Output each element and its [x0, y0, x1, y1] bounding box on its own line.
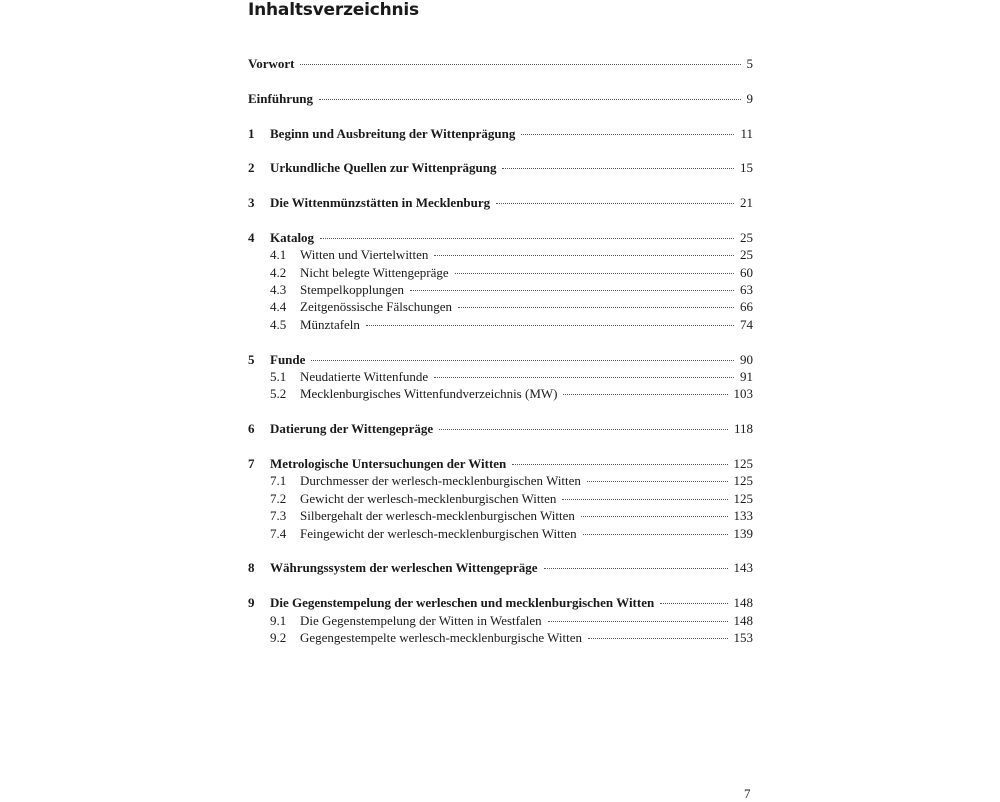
- toc-entry-page: 139: [733, 525, 753, 541]
- toc-entry-page: 5: [746, 56, 753, 71]
- toc-entry-page: 125: [733, 490, 753, 506]
- dot-leader: [366, 325, 734, 326]
- dot-leader: [455, 273, 734, 274]
- dot-leader: [512, 464, 727, 465]
- toc-entry-label: Urkundliche Quellen zur Wittenprägung: [270, 160, 497, 176]
- toc-entry-chapter-6[interactable]: [248, 420, 753, 437]
- dot-leader: [311, 360, 734, 361]
- toc-entry-label: Feingewicht der werlesch-mecklenburgischen Witten: [300, 525, 577, 541]
- dot-leader: [581, 516, 728, 517]
- toc-entry-number: 9: [248, 595, 255, 611]
- toc-entry-number: 5.1: [270, 369, 287, 385]
- dot-leader: [587, 481, 728, 482]
- toc-entry-number: 4: [248, 229, 255, 245]
- toc-entry-section-4-3[interactable]: [248, 281, 753, 298]
- toc-entry-number: 7.3: [270, 508, 287, 524]
- dot-leader: [660, 603, 727, 604]
- toc-entry-page: 118: [733, 421, 753, 437]
- toc-entry-label: Neudatierte Wittenfunde: [300, 369, 429, 385]
- toc-entry-number: 2: [248, 160, 255, 176]
- toc-entry-section-7-1[interactable]: [248, 472, 753, 489]
- toc-entry-label: Die Gegenstempelung der werleschen und mecklenburgischen Witten: [270, 595, 655, 611]
- toc-entry-label: Datierung der Wittengepräge: [270, 421, 434, 437]
- toc-entry-page: 9: [746, 90, 753, 106]
- toc-entry-number: 4.4: [270, 299, 287, 315]
- toc-entry-page: 60: [740, 264, 753, 280]
- toc-entry-label: Die Wittenmünzstätten in Mecklenburg: [270, 195, 491, 211]
- toc-entry-number: 8: [248, 560, 255, 576]
- toc-entry-label: Durchmesser der werlesch-mecklenburgischen Witten: [300, 473, 581, 489]
- page-title: Inhaltsverzeichnis: [248, 0, 419, 20]
- toc-entry-label: Katalog: [270, 229, 315, 245]
- toc-entry-label: Einführung: [248, 90, 314, 106]
- toc-entry-chapter-5[interactable]: [248, 351, 753, 368]
- toc-entry-page: 125: [733, 473, 753, 489]
- dot-leader: [300, 64, 740, 65]
- page-number: 7: [744, 786, 751, 801]
- toc-entry-section-7-4[interactable]: [248, 525, 753, 542]
- toc-entry-number: 9.2: [270, 629, 287, 645]
- table-of-contents: [248, 55, 753, 646]
- toc-entry-chapter-8[interactable]: [248, 559, 753, 576]
- toc-entry-number: 6: [248, 421, 255, 437]
- toc-entry-section-9-1[interactable]: [248, 612, 753, 629]
- dot-leader: [563, 394, 727, 395]
- toc-entry-section-7-2[interactable]: [248, 490, 753, 507]
- toc-entry-page: 125: [733, 455, 753, 471]
- toc-entry-label: Metrologische Untersuchungen der Witten: [270, 455, 507, 471]
- toc-entry-chapter-1[interactable]: [248, 125, 753, 142]
- toc-entry-label: Die Gegenstempelung der Witten in Westfalen: [300, 612, 542, 628]
- toc-entry-vorwort[interactable]: [248, 55, 753, 72]
- dot-leader: [502, 168, 734, 169]
- toc-entry-section-9-2[interactable]: [248, 629, 753, 646]
- toc-entry-page: 21: [740, 195, 753, 211]
- dot-leader: [562, 499, 727, 500]
- toc-entry-page: 103: [733, 386, 753, 402]
- dot-leader: [434, 255, 734, 256]
- toc-entry-label: Zeitgenössische Fälschungen: [300, 299, 452, 315]
- toc-entry-number: 7.4: [270, 525, 287, 541]
- dot-leader: [588, 638, 727, 639]
- dot-leader: [521, 134, 734, 135]
- dot-leader: [410, 290, 734, 291]
- dot-leader: [548, 621, 728, 622]
- toc-entry-number: 1: [248, 125, 255, 141]
- dot-leader: [320, 238, 734, 239]
- toc-entry-page: 91: [740, 369, 753, 385]
- toc-entry-number: 4.3: [270, 282, 287, 298]
- toc-entry-label: Nicht belegte Wittengepräge: [300, 264, 449, 280]
- toc-entry-einfuehrung[interactable]: [248, 90, 753, 107]
- toc-entry-section-4-4[interactable]: [248, 298, 753, 315]
- dot-leader: [319, 99, 740, 100]
- toc-entry-chapter-9[interactable]: [248, 594, 753, 611]
- toc-entry-page: 90: [740, 351, 753, 367]
- toc-entry-page: 66: [740, 299, 753, 315]
- toc-entry-chapter-2[interactable]: [248, 159, 753, 176]
- toc-entry-number: 5: [248, 351, 255, 367]
- dot-leader: [544, 568, 728, 569]
- toc-entry-label: Währungssystem der werleschen Wittengepräge: [270, 560, 538, 576]
- toc-entry-label: Vorwort: [248, 56, 295, 71]
- dot-leader: [434, 377, 734, 378]
- toc-entry-section-5-2[interactable]: [248, 385, 753, 402]
- toc-entry-number: 4.2: [270, 264, 287, 280]
- toc-entry-page: 11: [740, 125, 753, 141]
- toc-entry-page: 148: [733, 612, 753, 628]
- toc-entry-page: 15: [740, 160, 753, 176]
- toc-entry-number: 4.5: [270, 316, 287, 332]
- toc-entry-page: 63: [740, 282, 753, 298]
- toc-entry-page: 148: [733, 595, 753, 611]
- toc-entry-page: 25: [740, 247, 753, 263]
- toc-entry-label: Münztafeln: [300, 316, 360, 332]
- toc-entry-label: Mecklenburgisches Wittenfundverzeichnis (MW): [300, 386, 558, 402]
- toc-entry-section-7-3[interactable]: [248, 507, 753, 524]
- toc-entry-chapter-4[interactable]: [248, 229, 753, 246]
- toc-entry-label: Stempelkopplungen: [300, 282, 404, 298]
- toc-entry-label: Funde: [270, 351, 306, 367]
- toc-entry-number: 5.2: [270, 386, 287, 402]
- toc-entry-label: Silbergehalt der werlesch-mecklenburgischen Witten: [300, 508, 575, 524]
- toc-entry-number: 4.1: [270, 247, 287, 263]
- toc-entry-page: 25: [740, 229, 753, 245]
- dot-leader: [583, 534, 728, 535]
- toc-entry-number: 3: [248, 195, 255, 211]
- toc-entry-number: 9.1: [270, 612, 287, 628]
- toc-entry-section-4-2[interactable]: [248, 264, 753, 281]
- toc-entry-label: Beginn und Ausbreitung der Wittenprägung: [270, 125, 516, 141]
- toc-entry-label: Witten und Viertelwitten: [300, 247, 429, 263]
- dot-leader: [458, 307, 734, 308]
- dot-leader: [496, 203, 734, 204]
- toc-entry-section-5-1[interactable]: [248, 368, 753, 385]
- toc-entry-page: 143: [733, 560, 753, 576]
- toc-entry-number: 7.1: [270, 473, 287, 489]
- dot-leader: [439, 429, 728, 430]
- toc-entry-chapter-7[interactable]: [248, 455, 753, 472]
- toc-entry-page: 153: [733, 629, 753, 645]
- toc-entry-section-4-5[interactable]: [248, 316, 753, 333]
- toc-entry-section-4-1[interactable]: [248, 246, 753, 263]
- toc-entry-label: Gewicht der werlesch-mecklenburgischen Witten: [300, 490, 557, 506]
- toc-entry-label: Gegengestempelte werlesch-mecklenburgische Witten: [300, 629, 583, 645]
- toc-entry-number: 7: [248, 455, 255, 471]
- toc-entry-number: 7.2: [270, 490, 287, 506]
- toc-entry-page: 133: [733, 508, 753, 524]
- toc-entry-chapter-3[interactable]: [248, 194, 753, 211]
- toc-entry-page: 74: [740, 316, 753, 332]
